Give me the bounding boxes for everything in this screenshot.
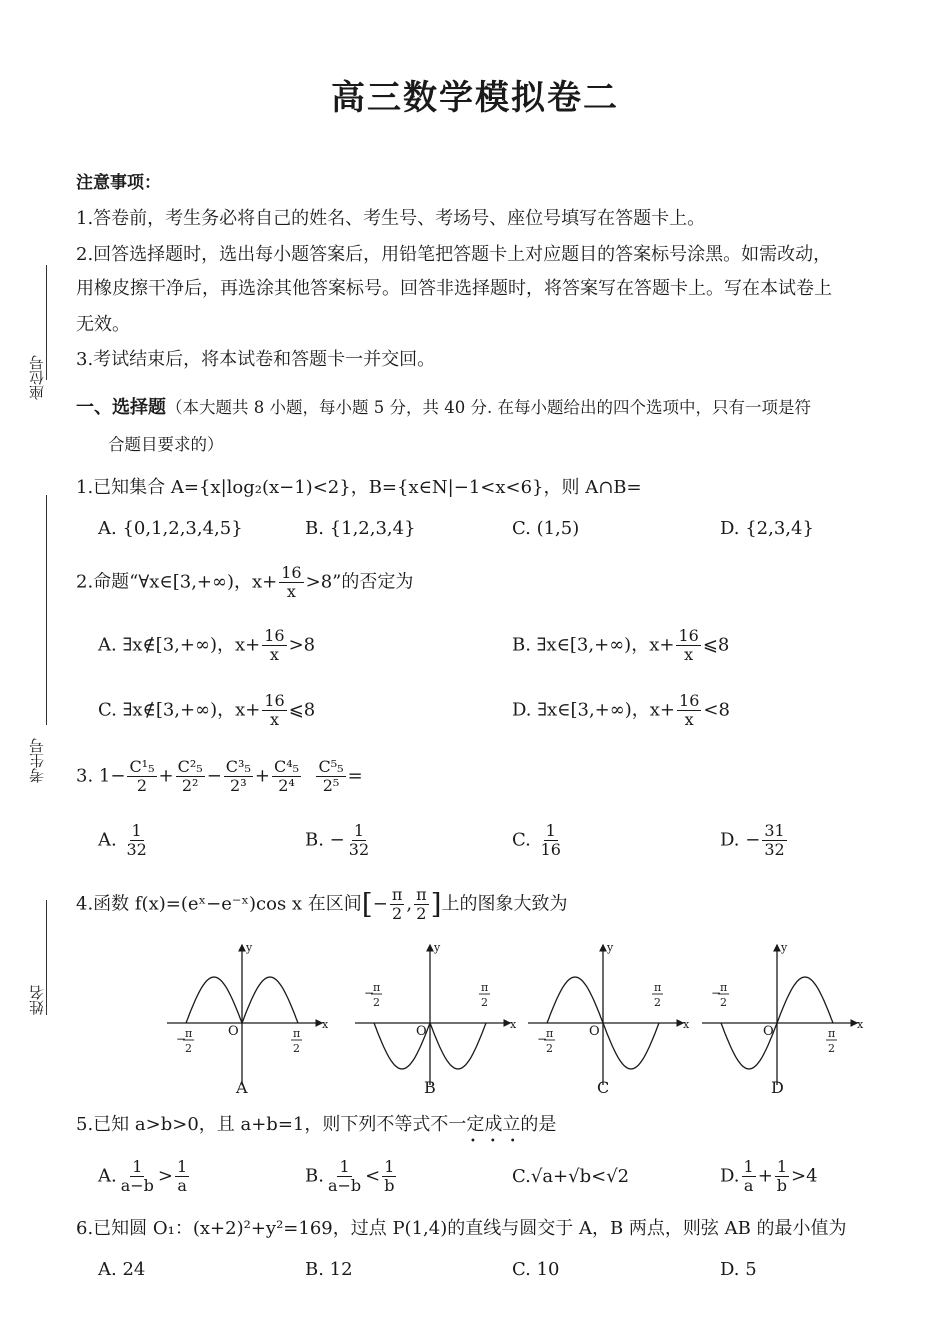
exam-no-line: [46, 495, 47, 725]
exam-no-label: 考生号: [28, 738, 46, 783]
tick-minus: −: [537, 1032, 548, 1046]
emphasis-dots: •••: [470, 1136, 530, 1147]
graph-label: A: [236, 1078, 248, 1095]
q6-stem: 6.已知圆 O₁：(x+2)²+y²=169，过点 P(1,4)的直线与圆交于 A，B 两点，则弦 AB 的最小值为: [76, 1218, 847, 1239]
tick-pi: π: [373, 981, 381, 994]
y-axis-label: y: [434, 941, 441, 954]
tick-pi: π: [293, 1027, 301, 1040]
section-desc: （本大题共 8 小题，每小题 5 分，共 40 分. 在每小题给出的四个选项中，只有一项是符: [166, 398, 811, 417]
q3-option-c: C. $\frac{1}{16}$: [512, 821, 561, 859]
section-label: 一、选择题: [76, 397, 166, 418]
q2-option-b: B. ∃x∈[3,+∞)，x+ $\frac{16}{x}$ ⩽8: [512, 626, 730, 664]
tick-two: 2: [720, 996, 727, 1009]
q5-stem: 5.已知 a>b>0，且 a+b=1，则下列不等式不一定成立的是: [76, 1114, 557, 1135]
origin-label: O: [228, 1024, 239, 1039]
origin-label: O: [416, 1024, 427, 1039]
y-axis-label: y: [607, 941, 614, 954]
origin-label: O: [589, 1024, 600, 1039]
q4-stem: 4.函数 f(x)=(eˣ−e⁻ˣ)cos x 在区间[− $\frac{\pi}{2}$ , $\frac{\pi}{2}$ ]上的图象大致为: [76, 885, 568, 923]
q1-option-c: C. (1,5): [512, 518, 580, 539]
notice-item: 2.回答选择题时，选出每小题答案后，用铅笔把答题卡上对应题目的答案标号涂黑。如需改动，: [76, 244, 832, 265]
name-label: 姓名: [28, 985, 46, 1015]
notice-item: 无效。: [76, 314, 130, 335]
section-header: [76, 393, 811, 423]
page-title: 高三数学模拟卷二: [331, 78, 619, 118]
q6-option-d: D. 5: [720, 1259, 757, 1280]
q1-option-d: D. {2,3,4}: [720, 518, 814, 539]
q1-stem: 1.已知集合 A={x|log₂(x−1)<2}，B={x∈N|−1<x<6}，则 A∩B=: [76, 477, 642, 498]
q5-option-b: B. $\frac{1}{a-b}$ < $\frac{1}{b}$: [305, 1157, 395, 1195]
y-axis-label: y: [781, 941, 788, 954]
tick-pi: π: [546, 1027, 554, 1040]
q3-option-a: A. $\frac{1}{32}$: [98, 821, 147, 859]
x-axis-label: x: [683, 1018, 690, 1031]
notice-item: 1.答卷前，考生务必将自己的姓名、考生号、考场号、座位号填写在答题卡上。: [76, 208, 706, 229]
tick-minus: −: [711, 986, 722, 1000]
x-axis-label: x: [857, 1018, 864, 1031]
q3-option-b: B. − $\frac{1}{32}$: [305, 821, 370, 859]
notice-item: 3.考试结束后，将本试卷和答题卡一并交回。: [76, 349, 436, 370]
x-axis-label: x: [510, 1018, 517, 1031]
tick-two: 2: [546, 1042, 553, 1055]
q5-option-d: D. $\frac{1}{a}$ + $\frac{1}{b}$ >4: [720, 1157, 818, 1195]
tick-minus: −: [364, 986, 375, 1000]
graph-label: C: [597, 1078, 610, 1095]
tick-pi: π: [828, 1027, 836, 1040]
tick-two: 2: [293, 1042, 300, 1055]
q2-option-a: A. ∃x∉[3,+∞)，x+ $\frac{16}{x}$ >8: [98, 626, 316, 664]
q1-option-a: A. {0,1,2,3,4,5}: [98, 518, 243, 539]
tick-two: 2: [828, 1042, 835, 1055]
tick-pi: π: [481, 981, 489, 994]
graph-label: B: [424, 1078, 436, 1095]
origin-label: O: [763, 1024, 774, 1039]
y-axis-label: y: [246, 941, 253, 954]
q6-option-c: C. 10: [512, 1259, 560, 1280]
notice-item: 用橡皮擦干净后，再选涂其他答案标号。回答非选择题时，将答案写在答题卡上。写在本试卷上: [76, 278, 832, 299]
q4-graphs: [160, 935, 880, 1095]
notice-heading: 注意事项：: [76, 173, 161, 193]
tick-two: 2: [373, 996, 380, 1009]
x-axis-label: x: [322, 1018, 329, 1031]
q3-option-d: D. − $\frac{31}{32}$: [720, 821, 785, 859]
graph-label: D: [771, 1078, 784, 1095]
tick-pi: π: [185, 1027, 193, 1040]
tick-two: 2: [481, 996, 488, 1009]
q3-stem: 3. 1− $\frac{\text{C¹₅}}{2}$ + $\frac{\text{C²₅}}{\text{2²}}$ − $\frac{\text{C³₅}}{\text{2³}}$ + $\frac{\text{C⁴₅}}{\text{2⁴}}$ $\frac{\text{C⁵₅}}{\text{2⁵}}$ =: [76, 757, 363, 795]
q5-option-c: C.√a+√b<√2: [512, 1166, 630, 1187]
tick-pi: π: [720, 981, 728, 994]
tick-minus: −: [176, 1032, 187, 1046]
tick-two: 2: [185, 1042, 192, 1055]
q5-option-a: A. $\frac{1}{a-b}$ > $\frac{1}{a}$: [98, 1157, 188, 1195]
q6-option-a: A. 24: [98, 1259, 146, 1280]
q1-option-b: B. {1,2,3,4}: [305, 518, 416, 539]
q2-option-d: D. ∃x∈[3,+∞)，x+ $\frac{16}{x}$ <8: [512, 691, 730, 729]
q2-option-c: C. ∃x∉[3,+∞)，x+ $\frac{16}{x}$ ⩽8: [98, 691, 316, 729]
seat-label: 座位号: [28, 355, 46, 400]
tick-two: 2: [654, 996, 661, 1009]
q6-option-b: B. 12: [305, 1259, 353, 1280]
q2-stem: 2.命题“∀x∈[3,+∞)，x+ $\frac{16}{x}$ >8”的否定为: [76, 563, 414, 601]
tick-pi: π: [654, 981, 662, 994]
section-desc-2: 合题目要求的）: [108, 435, 224, 454]
